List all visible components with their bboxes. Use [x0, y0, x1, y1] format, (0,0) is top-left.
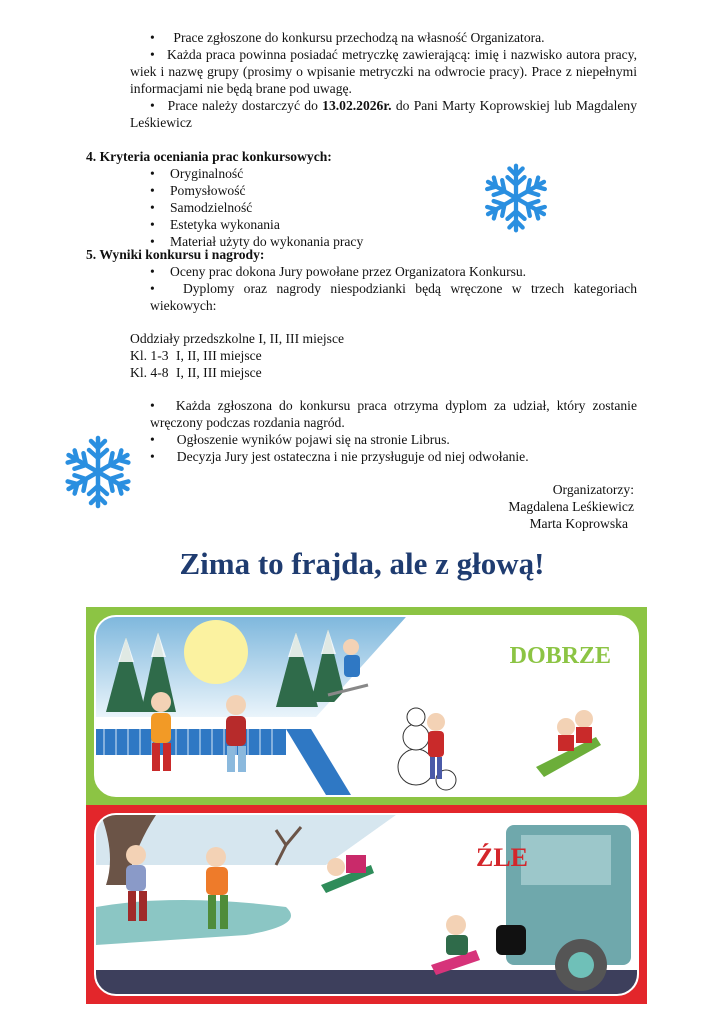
- bullet-icon: •: [150, 264, 155, 279]
- rule-bullet-delivery: [130, 97, 637, 131]
- category-places: I, II, III miejsce: [258, 331, 345, 346]
- criteria-text: Oryginalność: [170, 166, 244, 181]
- section-5-heading: 5. Wyniki konkursu i nagrody:: [86, 247, 265, 262]
- bullet-text: Decyzja Jury jest ostateczna i nie przysługuje od niej odwołanie.: [176, 449, 529, 464]
- criteria-text: Samodzielność: [170, 200, 253, 215]
- category-group: Kl. 1-3: [130, 348, 169, 363]
- bullet-text: Każda praca powinna posiadać metryczkę zawierającą: imię i nazwisko autora pracy, wiek i nazwę grupy (prosimy o wpisanie metryczki na odwrocie pracy). Prace z niepełnymi informacjami nie będą brane pod uwagę.: [130, 47, 637, 96]
- bullet-icon: •: [150, 281, 183, 296]
- results-bullet-librus: [150, 431, 450, 448]
- bullet-text: Ogłoszenie wyników pojawi się na stronie Librus.: [176, 432, 450, 447]
- bullet-text: Każda zgłoszona do konkursu praca otrzyma dyplom za udział, który zostanie wręczony podczas rozdania nagród.: [150, 398, 637, 430]
- bullet-icon: •: [150, 234, 155, 249]
- bullet-icon: •: [150, 449, 155, 464]
- rule-bullet-ownership: [150, 29, 545, 46]
- bullet-icon: •: [150, 432, 155, 447]
- good-scene-illustration: [94, 615, 639, 797]
- snowflake-icon: [58, 432, 138, 512]
- category-row: [130, 330, 344, 347]
- delivery-date: 13.02.2026r.: [322, 98, 392, 113]
- bullet-text: Oceny prac dokona Jury powołane przez Organizatora Konkursu.: [170, 264, 527, 279]
- bullet-icon: •: [150, 30, 155, 45]
- bad-behavior-panel: [86, 805, 647, 1004]
- section-4-heading: 4. Kryteria oceniania prac konkursowych:: [86, 149, 332, 164]
- category-row: [130, 347, 262, 364]
- delivery-suffix: do Pani Marty Koprowskiej lub Magdaleny Leśkiewicz: [130, 98, 637, 130]
- organizers-label: Organizatorzy:: [552, 482, 634, 497]
- results-bullet-decision: [150, 448, 529, 465]
- category-places: I, II, III miejsce: [176, 365, 262, 380]
- good-label: DOBRZE: [509, 643, 611, 669]
- good-behavior-panel: [86, 607, 647, 805]
- results-bullet-jury: [150, 263, 526, 280]
- bullet-icon: •: [150, 98, 168, 113]
- poster-title: Zima to frajda, ale z głową!: [179, 546, 545, 581]
- bad-scene-illustration: [94, 813, 639, 996]
- bullet-icon: •: [150, 47, 168, 62]
- snowflake-icon: [478, 160, 554, 236]
- category-group: Oddziały przedszkolne: [130, 331, 255, 346]
- bullet-icon: •: [150, 166, 155, 181]
- bullet-icon: •: [150, 217, 155, 232]
- rule-bullet-metrics: [130, 46, 637, 97]
- criteria-item: [150, 199, 252, 216]
- organizer-name: Magdalena Leśkiewicz: [508, 499, 634, 514]
- bad-label: ŹLE: [476, 843, 529, 872]
- bullet-text: Prace zgłoszone do konkursu przechodzą na własność Organizatora.: [173, 30, 545, 45]
- organizer-name: Marta Koprowska: [529, 516, 628, 531]
- criteria-text: Pomysłowość: [170, 183, 246, 198]
- criteria-item: [150, 216, 280, 233]
- results-bullet-participation: [150, 397, 637, 431]
- category-group: Kl. 4-8: [130, 365, 169, 380]
- criteria-item: [150, 165, 243, 182]
- criteria-text: Materiał użyty do wykonania pracy: [170, 234, 364, 249]
- delivery-prefix: Prace należy dostarczyć do: [167, 98, 323, 113]
- category-row: [130, 364, 262, 381]
- bullet-text: Dyplomy oraz nagrody niespodzianki będą wręczone w trzech kategoriach wiekowych:: [150, 281, 637, 313]
- criteria-text: Estetyka wykonania: [170, 217, 280, 232]
- bullet-icon: •: [150, 398, 176, 413]
- bullet-icon: •: [150, 200, 155, 215]
- bullet-icon: •: [150, 183, 155, 198]
- criteria-item: [150, 182, 246, 199]
- category-places: I, II, III miejsce: [176, 348, 262, 363]
- results-bullet-diplomas: [150, 280, 637, 314]
- winter-scene-bad: [96, 815, 637, 994]
